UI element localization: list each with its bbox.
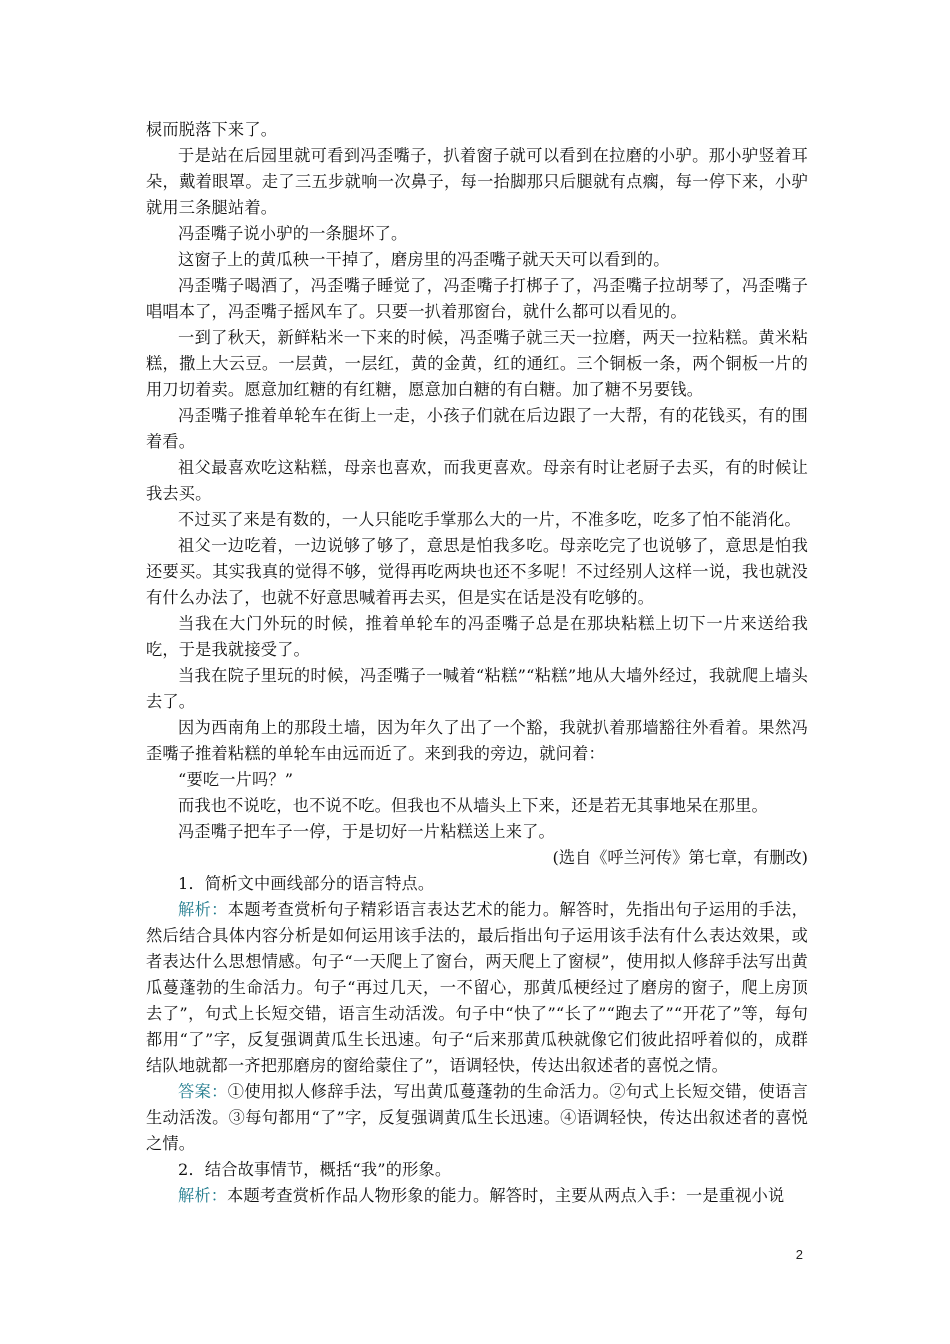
- paragraph: 当我在大门外玩的时候，推着单轮车的冯歪嘴子总是在那块粘糕上切下一片来送给我吃，于是我就接受了。: [146, 614, 808, 659]
- question-2: 2．结合故事情节，概括“我”的形象。: [178, 1160, 452, 1179]
- paragraph: 这窗子上的黄瓜秧一干掉了，磨房里的冯歪嘴子就天天可以看到的。: [178, 250, 670, 269]
- answer-1: [146, 1079, 808, 1157]
- paragraph: 当我在院子里玩的时候，冯歪嘴子一喊着“粘糕”“粘糕”地从大墙外经过，我就爬上墙头去了。: [146, 666, 808, 711]
- answer-text: ①使用拟人修辞手法，写出黄瓜蔓蓬勃的生命活力。②句式上长短交错，使语言生动活泼。③每句都用“了”字，反复强调黄瓜生长迅速。④语调轻快，传达出叙述者的喜悦之情。: [146, 1082, 809, 1153]
- paragraph: 祖父最喜欢吃这粘糕，母亲也喜欢，而我更喜欢。母亲有时让老厨子去买，有的时候让我去买。: [146, 458, 808, 503]
- paragraph: 一到了秋天，新鲜粘米一下来的时候，冯歪嘴子就三天一拉磨，两天一拉粘糕。黄米粘糕，撒上大云豆。一层黄，一层红，黄的金黄，红的通红。三个铜板一条，两个铜板一片的用刀切着卖。愿意加红糖的有红糖，愿意加白糖的有白糖。加了糖不另要钱。: [146, 328, 808, 399]
- analysis-text: 本题考查赏析作品人物形象的能力。解答时，主要从两点入手：一是重视小说: [227, 1186, 785, 1205]
- paragraph: 冯歪嘴子喝酒了，冯歪嘴子睡觉了，冯歪嘴子打梆子了，冯歪嘴子拉胡琴了，冯歪嘴子唱唱本了，冯歪嘴子摇风车了。只要一扒着那窗台，就什么都可以看见的。: [146, 276, 808, 321]
- paragraph: 冯歪嘴子把车子一停，于是切好一片粘糕送上来了。: [178, 822, 555, 841]
- paragraph: 而我也不说吃，也不说不吃。但我也不从墙头上下来，还是若无其事地呆在那里。: [178, 796, 768, 815]
- paragraph: “要吃一片吗？”: [178, 770, 294, 789]
- source-citation: (选自《呼兰河传》第七章，有删改): [552, 848, 808, 867]
- paragraph: 因为西南角上的那段土墙，因为年久了出了一个豁，我就扒着那墙豁往外看着。果然冯歪嘴子推着粘糕的单轮车由远而近了。来到我的旁边，就问着：: [146, 718, 808, 763]
- paragraph: 冯歪嘴子推着单轮车在街上一走，小孩子们就在后边跟了一大帮，有的花钱买，有的围着看。: [146, 406, 808, 451]
- question-1: 1．简析文中画线部分的语言特点。: [178, 874, 435, 893]
- page-number: 2: [795, 1247, 803, 1262]
- analysis-text: 本题考查赏析句子精彩语言表达艺术的能力。解答时，先指出句子运用的手法，然后结合具体内容分析是如何运用该手法的，最后指出句子运用该手法有什么表达效果，或者表达什么思想情感。句子“一天爬上了窗台，两天爬上了窗棂”，使用拟人修辞手法写出黄瓜蔓蓬勃的生命活力。句子“再过几天，一不留心，那黄瓜梗经过了磨房的窗子，爬上房顶去了”，句式上长短交错，语言生动活泼。句子中“快了”“长了”“跑去了”“开花了”等，每句都用“了”字，反复强调黄瓜生长迅速。句子“后来那黄瓜秧就像它们彼此招呼着似的，成群结队地就都一齐把那磨房的窗给蒙住了”，语调轻快，传达出叙述者的喜悦之情。: [146, 900, 809, 1075]
- paragraph: 于是站在后园里就可看到冯歪嘴子，扒着窗子就可以看到在拉磨的小驴。那小驴竖着耳朵，戴着眼罩。走了三五步就响一次鼻子，每一抬脚那只后腿就有点瘸，每一停下来，小驴就用三条腿站着。: [146, 146, 808, 217]
- analysis-label: 解析：: [178, 900, 228, 919]
- page-content: [146, 117, 808, 1209]
- paragraph: 不过买了来是有数的，一人只能吃手掌那么大的一片，不准多吃，吃多了怕不能消化。: [178, 510, 801, 529]
- analysis-1: [146, 897, 808, 1079]
- answer-label: 答案：: [178, 1082, 228, 1101]
- paragraph: 冯歪嘴子说小驴的一条腿坏了。: [178, 224, 408, 243]
- analysis-label: 解析：: [178, 1186, 228, 1205]
- analysis-2: [146, 1183, 808, 1209]
- paragraph: 棂而脱落下来了。: [146, 120, 278, 139]
- paragraph: 祖父一边吃着，一边说够了够了，意思是怕我多吃。母亲吃完了也说够了，意思是怕我还要买。其实我真的觉得不够，觉得再吃两块也还不多呢！不过经别人这样一说，我也就没有什么办法了，也就不好意思喊着再去买，但是实在话是没有吃够的。: [146, 536, 808, 607]
